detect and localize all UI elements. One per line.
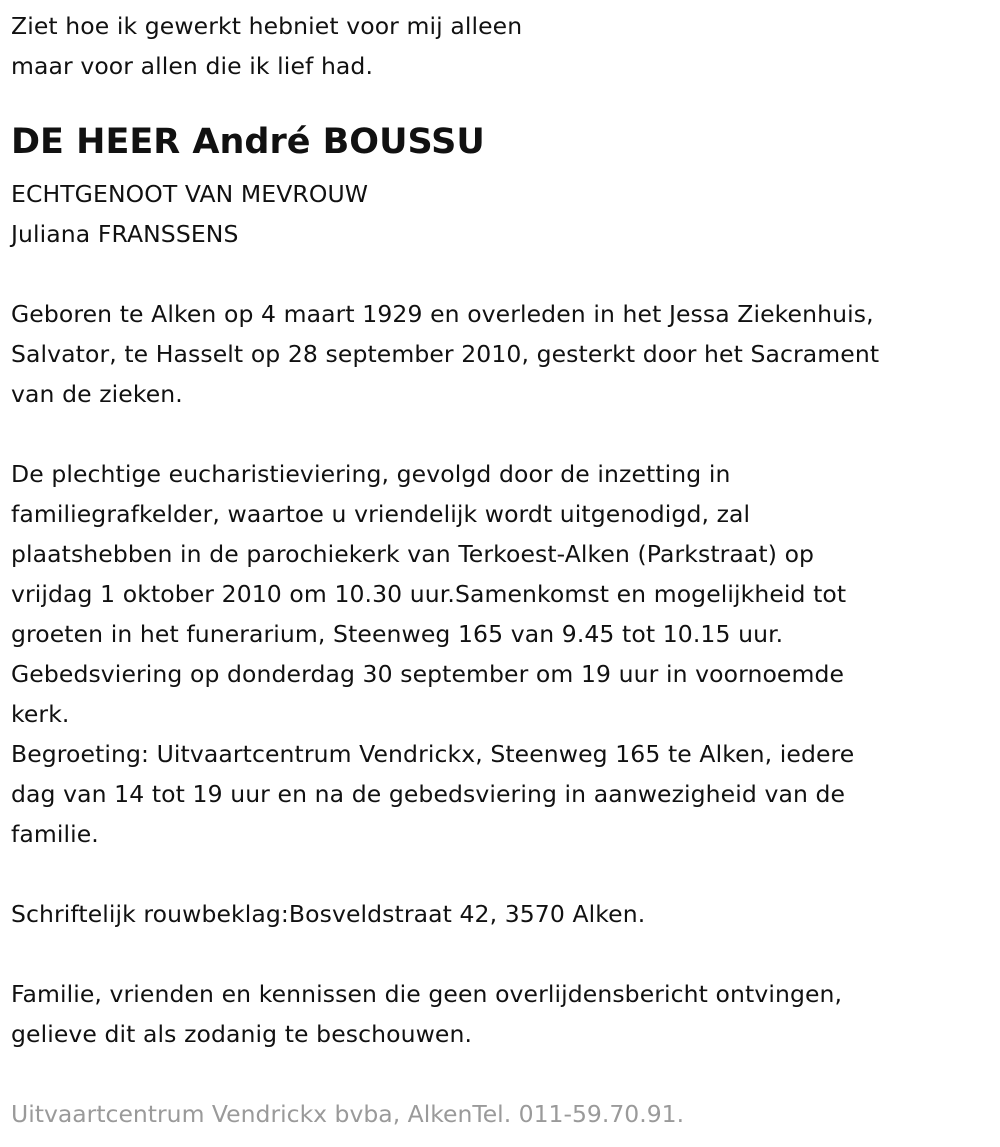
paragraph-line: Familie, vrienden en kennissen die geen overlijdensbericht ontvingen, [11, 980, 843, 1008]
spacer [11, 254, 991, 294]
birth-death-paragraph [11, 294, 991, 414]
paragraph-line: Salvator, te Hasselt op 28 september 2010, gesterkt door het Sacrament [11, 340, 880, 368]
funeral-home-footer: Uitvaartcentrum Vendrickx bvba, AlkenTel. 011-59.70.91. [11, 1100, 685, 1128]
notice-paragraph [11, 974, 991, 1054]
paragraph-line: Gebedsviering op donderdag 30 september om 19 uur in voornoemde [11, 660, 845, 688]
paragraph-line: Begroeting: Uitvaartcentrum Vendrickx, Steenweg 165 te Alken, iedere [11, 740, 855, 768]
poem-line: maar voor allen die ik lief had. [11, 52, 374, 80]
spacer [11, 414, 991, 454]
ceremony-paragraph [11, 454, 991, 854]
paragraph-line: gelieve dit als zodanig te beschouwen. [11, 1020, 473, 1048]
spacer [11, 854, 991, 894]
condolence-address: Schriftelijk rouwbeklag:Bosveldstraat 42, 3570 Alken. [11, 900, 646, 928]
paragraph-line: dag van 14 tot 19 uur en na de gebedsviering in aanwezigheid van de [11, 780, 846, 808]
paragraph-line: plaatshebben in de parochiekerk van Terkoest-Alken (Parkstraat) op [11, 540, 815, 568]
spouse-name: Juliana FRANSSENS [11, 220, 239, 248]
spacer [11, 1054, 991, 1094]
paragraph-line: vrijdag 1 oktober 2010 om 10.30 uur.Samenkomst en mogelijkheid tot [11, 580, 847, 608]
poem [11, 6, 991, 86]
paragraph-line: kerk. [11, 700, 70, 728]
obituary-notice [11, 6, 991, 1134]
paragraph-line: familie. [11, 820, 99, 848]
paragraph-line: Geboren te Alken op 4 maart 1929 en overleden in het Jessa Ziekenhuis, [11, 300, 874, 328]
paragraph-line: familiegrafkelder, waartoe u vriendelijk wordt uitgenodigd, zal [11, 500, 751, 528]
deceased-name: DE HEER André BOUSSU [11, 122, 485, 162]
spacer [11, 934, 991, 974]
paragraph-line: groeten in het funerarium, Steenweg 165 van 9.45 tot 10.15 uur. [11, 620, 784, 648]
poem-line: Ziet hoe ik gewerkt hebniet voor mij alleen [11, 12, 523, 40]
paragraph-line: van de zieken. [11, 380, 183, 408]
spouse-title: ECHTGENOOT VAN MEVROUW [11, 180, 369, 208]
paragraph-line: De plechtige eucharistieviering, gevolgd door de inzetting in [11, 460, 731, 488]
